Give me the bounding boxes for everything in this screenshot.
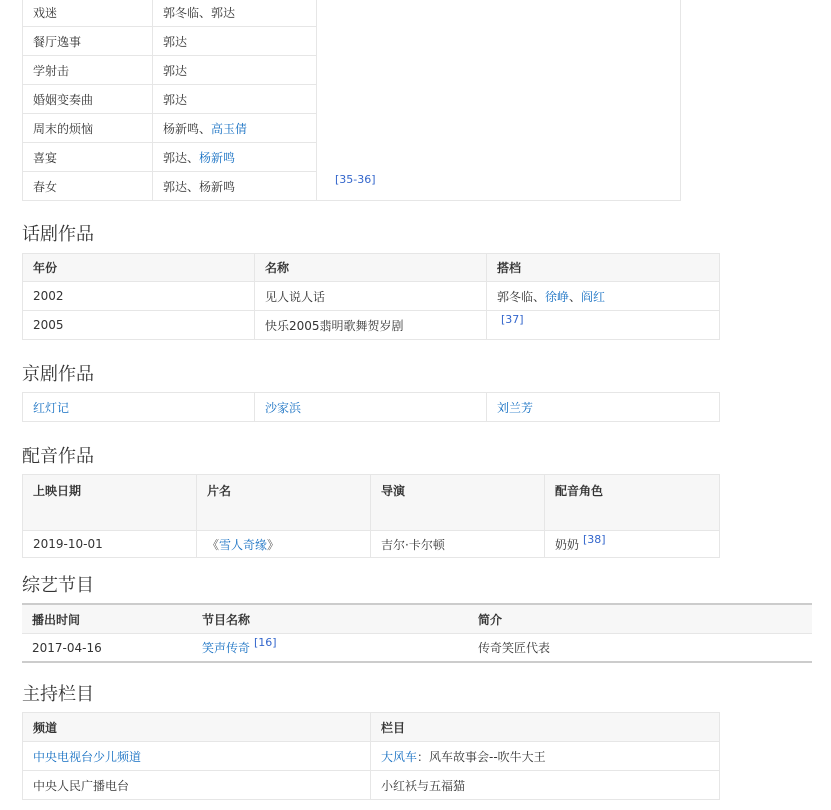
- reference-link[interactable]: [37]: [501, 313, 524, 326]
- film-title: 周末的烦恼: [23, 114, 153, 143]
- film-cast: [153, 114, 317, 143]
- film-title: 学射击: [23, 56, 153, 85]
- show-name-link[interactable]: 笑声传奇: [202, 641, 251, 655]
- column-header: 导演: [371, 475, 545, 531]
- person-text: 郭达、: [163, 150, 200, 165]
- film-cast: [153, 0, 317, 27]
- column-header: 频道: [23, 713, 371, 742]
- column-header: 搭档: [487, 254, 720, 282]
- drama-name: 快乐2005翡明歌舞贺岁剧: [255, 311, 487, 340]
- person-text: 郭冬临、: [497, 289, 546, 304]
- film-title-cell: [197, 531, 371, 558]
- film-title: 餐厅逸事: [23, 27, 153, 56]
- film-title: 喜宴: [23, 143, 153, 172]
- show-intro: 传奇笑匠代表: [468, 634, 812, 663]
- person-text: 杨新鸣、: [163, 121, 212, 136]
- drama-works-table: [22, 253, 720, 340]
- table-header-row: [23, 713, 720, 742]
- person-link[interactable]: 徐峥: [545, 289, 570, 304]
- person-link[interactable]: 杨新鸣: [199, 150, 236, 165]
- drama-name: 见人说人话: [255, 282, 487, 311]
- film-title: 戏迷: [23, 0, 153, 27]
- voice-role-cell: [545, 531, 720, 558]
- section-title-dubbing: 配音作品: [22, 446, 94, 467]
- person-text: 郭冬临、郭达: [163, 5, 236, 20]
- channel-link[interactable]: 中央电视台少儿频道: [33, 749, 142, 764]
- drama-year: 2005: [23, 311, 255, 340]
- table-row: [23, 742, 720, 771]
- section-title-drama: 话剧作品: [22, 224, 94, 245]
- column-header: 名称: [255, 254, 487, 282]
- column-header: 上映日期: [23, 475, 197, 531]
- title-bracket-close: 》: [267, 537, 280, 552]
- column-header: 配音角色: [545, 475, 720, 531]
- film-cast: [153, 27, 317, 56]
- reference-link[interactable]: [38]: [583, 532, 606, 546]
- release-date: 2019-10-01: [23, 531, 197, 558]
- opera-link[interactable]: 刘兰芳: [497, 400, 534, 415]
- table-row: [23, 0, 681, 27]
- drama-year: 2002: [23, 282, 255, 311]
- person-text: 郭达: [163, 34, 188, 49]
- program-cell: [371, 771, 720, 800]
- person-text: 郭达、杨新鸣: [163, 179, 236, 194]
- table-row: [23, 531, 720, 558]
- section-title-variety: 综艺节目: [22, 575, 94, 596]
- person-text: 、: [569, 289, 582, 304]
- table-row: [23, 771, 720, 800]
- program-cell: [371, 742, 720, 771]
- show-name-cell: [192, 634, 468, 663]
- section-title-host: 主持栏目: [22, 684, 94, 705]
- variety-shows-table: [22, 603, 812, 663]
- program-text: 小红袄与五福猫: [381, 778, 466, 793]
- title-bracket-open: 《: [207, 537, 220, 552]
- air-date: 2017-04-16: [22, 634, 192, 663]
- host-programs-table: [22, 712, 720, 800]
- opera-link[interactable]: 沙家浜: [265, 400, 302, 415]
- program-link[interactable]: 大风车: [381, 749, 418, 764]
- column-header: 年份: [23, 254, 255, 282]
- table-row: [23, 393, 720, 422]
- table-row: [23, 311, 720, 340]
- film-title-link[interactable]: 雪人奇缘: [219, 537, 268, 552]
- film-works-table: [22, 0, 681, 201]
- drama-partners: [487, 282, 720, 311]
- reference-link[interactable]: [16]: [254, 636, 277, 649]
- opera-link[interactable]: 红灯记: [33, 400, 70, 415]
- film-cast: [153, 172, 317, 201]
- channel-cell: [23, 742, 371, 771]
- column-header: 栏目: [371, 713, 720, 742]
- program-text: ：风车故事会--吹牛大王: [417, 749, 546, 764]
- reference-link[interactable]: [35-36]: [335, 173, 376, 186]
- voice-role: 奶奶: [555, 537, 580, 552]
- person-link[interactable]: 阎红: [581, 289, 606, 304]
- person-link[interactable]: 高玉倩: [211, 121, 248, 136]
- film-title: 婚姻变奏曲: [23, 85, 153, 114]
- film-cast: [153, 85, 317, 114]
- person-text: 郭达: [163, 92, 188, 107]
- drama-partners: [487, 311, 720, 340]
- section-title-opera: 京剧作品: [22, 364, 94, 385]
- reference-cell: [317, 0, 681, 201]
- opera-works-table: [22, 392, 720, 422]
- film-title: 春女: [23, 172, 153, 201]
- film-cast: [153, 143, 317, 172]
- channel-cell: [23, 771, 371, 800]
- director: 吉尔·卡尔顿: [371, 531, 545, 558]
- table-header-row: [23, 475, 720, 531]
- column-header: 播出时间: [22, 604, 192, 634]
- table-row: [22, 634, 812, 663]
- table-row: [23, 282, 720, 311]
- dubbing-works-table: [22, 474, 720, 558]
- column-header: 简介: [468, 604, 812, 634]
- column-header: 节目名称: [192, 604, 468, 634]
- table-header-row: [22, 604, 812, 634]
- column-header: 片名: [197, 475, 371, 531]
- table-header-row: [23, 254, 720, 282]
- film-cast: [153, 56, 317, 85]
- channel-name: 中央人民广播电台: [33, 778, 130, 793]
- person-text: 郭达: [163, 63, 188, 78]
